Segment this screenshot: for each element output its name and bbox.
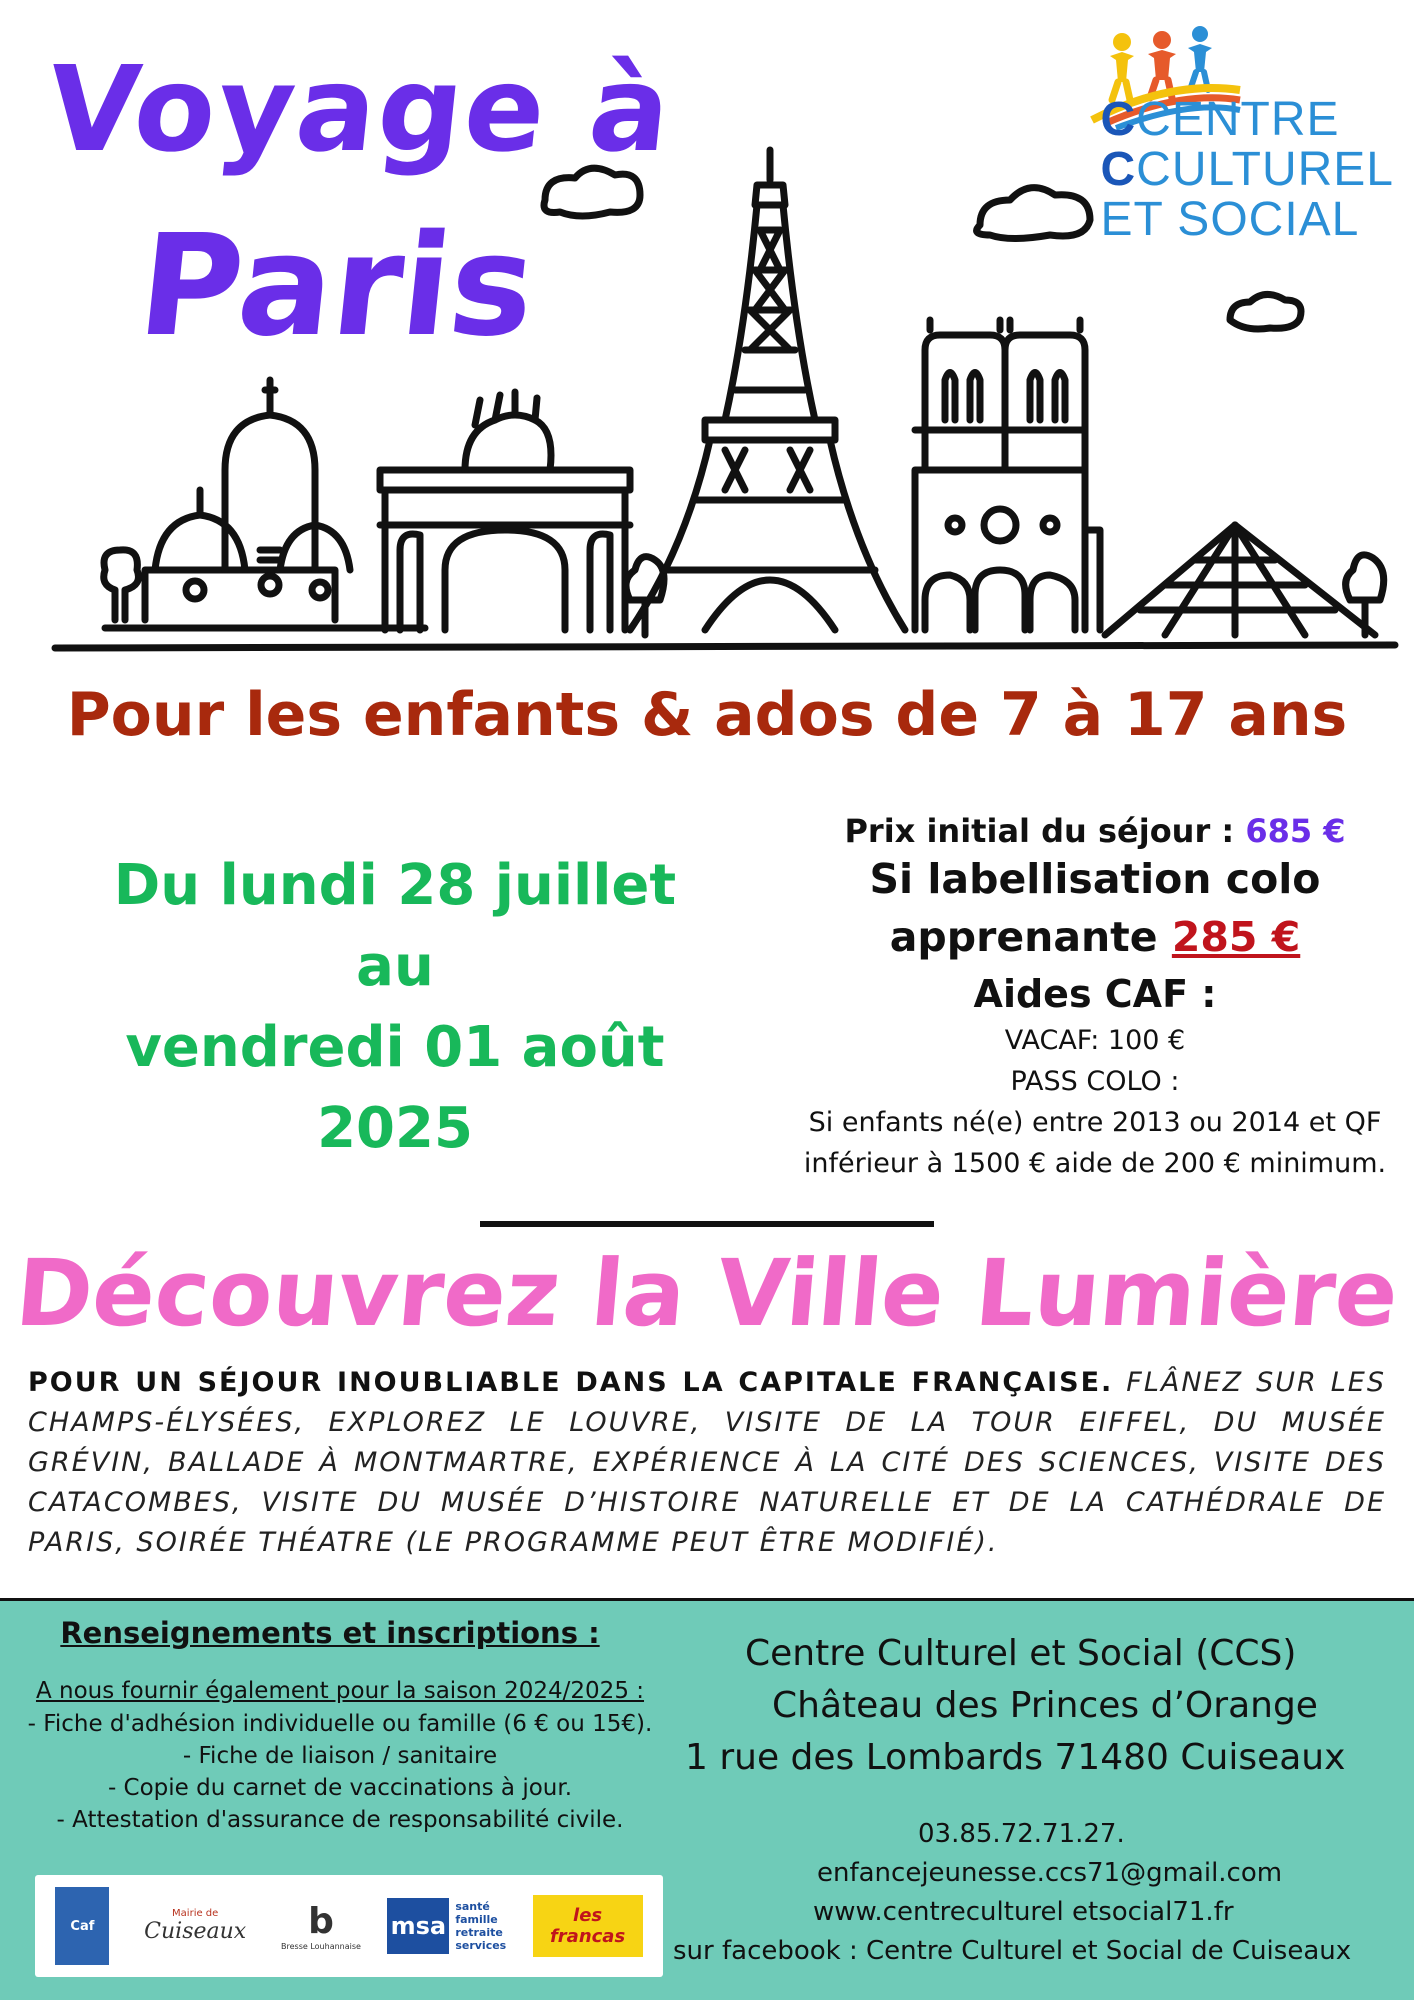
label-price-line-2: apprenante 285 € [889,913,1301,961]
notre-dame-icon [915,320,1100,630]
msa-logo: msa santé famille retraite services [382,1887,512,1965]
date-line-2: au [356,934,434,999]
list-item: - Attestation d'assurance de responsabilité civile. [56,1807,624,1833]
cloud-icon [1230,294,1301,329]
title-line-1: Voyage à [40,40,679,178]
list-item: - Fiche d'adhésion individuelle ou famille (6 € ou 15€). [27,1711,653,1737]
list-item: - Copie du carnet de vaccinations à jour. [107,1775,573,1801]
contact-block [660,1815,1410,1971]
partner-logos [35,1875,663,1977]
address-line: Centre Culturel et Social (CCS) [745,1633,1297,1674]
documents-subtitle: A nous fournir également pour la saison 2024/2025 : [35,1678,645,1704]
initial-price: Prix initial du séjour : 685 € [844,812,1346,850]
facebook-link[interactable]: sur facebook : Centre Culturel et Social de Cuiseaux [673,1936,1352,1966]
registration-title: Renseignements et inscriptions : [60,1616,600,1650]
date-line-3: vendredi 01 août [125,1015,665,1080]
website-link[interactable]: www.centreculturel etsocial71.fr [813,1897,1234,1927]
documents-list [20,1708,660,1836]
list-item: - Fiche de liaison / sanitaire [182,1743,498,1769]
trip-dates [90,845,700,1169]
address-line: 1 rue des Lombards 71480 Cuiseaux [685,1737,1346,1778]
title-line-2: Paris [131,205,543,368]
eiffel-tower-icon [630,150,905,630]
email-link[interactable]: enfancejeunesse.ccs71@gmail.com [817,1858,1283,1888]
caf-logo: Caf [55,1887,109,1965]
trip-description [28,1363,1386,1563]
bresse-louhannaise-logo: b Bresse Louhannaise [281,1901,361,1951]
vacaf-aid: VACAF: 100 € [1004,1025,1186,1056]
pass-colo-line-2: inférieur à 1500 € aide de 200 € minimum. [803,1148,1387,1179]
address-block [660,1628,1410,1784]
logo-text: CCENTRE CCULTUREL ET SOCIAL [1100,93,1394,246]
label-price-line-1: Si labellisation colo [869,855,1321,903]
description-lead: POUR UN SÉJOUR INOUBLIABLE DANS LA CAPITALE FRANÇAISE. [28,1367,1114,1398]
mairie-cuiseaux-logo: Mairie de Cuiseaux [144,1908,247,1944]
description-body: FLÂNEZ SUR LES CHAMPS-ÉLYSÉES, EXPLOREZ LE LOUVRE, VISITE DE LA TOUR EIFFEL, DU MUSÉE GRÉVIN, BALLADE À MONTMARTRE, EXPÉRIENCE À LA CITÉ DES SCIENCES, VISITE DES CATACOMBES, VISITE DU MUSÉE D’HISTOIRE NATURELLE ET DE LA CATHÉDRALE DE PARIS, SOIRÉE THÉATRE (LE PROGRAMME PEUT ÊTRE MODIFIÉ). [28,1367,1386,1558]
sacre-coeur-icon [104,380,425,628]
price-block [780,812,1410,1184]
francas-logo: les francas [533,1887,643,1965]
address-line: Château des Princes d’Orange [772,1685,1318,1726]
caf-aid-title: Aides CAF : [973,972,1217,1016]
phone-number: 03.85.72.71.27. [918,1819,1125,1849]
arc-de-triomphe-icon [380,392,630,630]
date-line-4: 2025 [317,1096,473,1161]
paris-skyline-illustration [45,130,1405,660]
louvre-pyramid-icon [1105,525,1375,635]
pass-colo-title: PASS COLO : [1010,1066,1180,1097]
discover-heading: Découvrez la Ville Lumière [11,1240,1403,1347]
tree-icon [1346,555,1384,635]
cloud-icon [977,188,1090,239]
pass-colo-line-1: Si enfants né(e) entre 2013 ou 2014 et QF [808,1107,1382,1138]
cloud-icon [544,168,640,216]
age-range-subtitle: Pour les enfants & ados de 7 à 17 ans [66,680,1348,750]
section-divider [480,1221,934,1227]
date-line-1: Du lundi 28 juillet [113,853,677,918]
